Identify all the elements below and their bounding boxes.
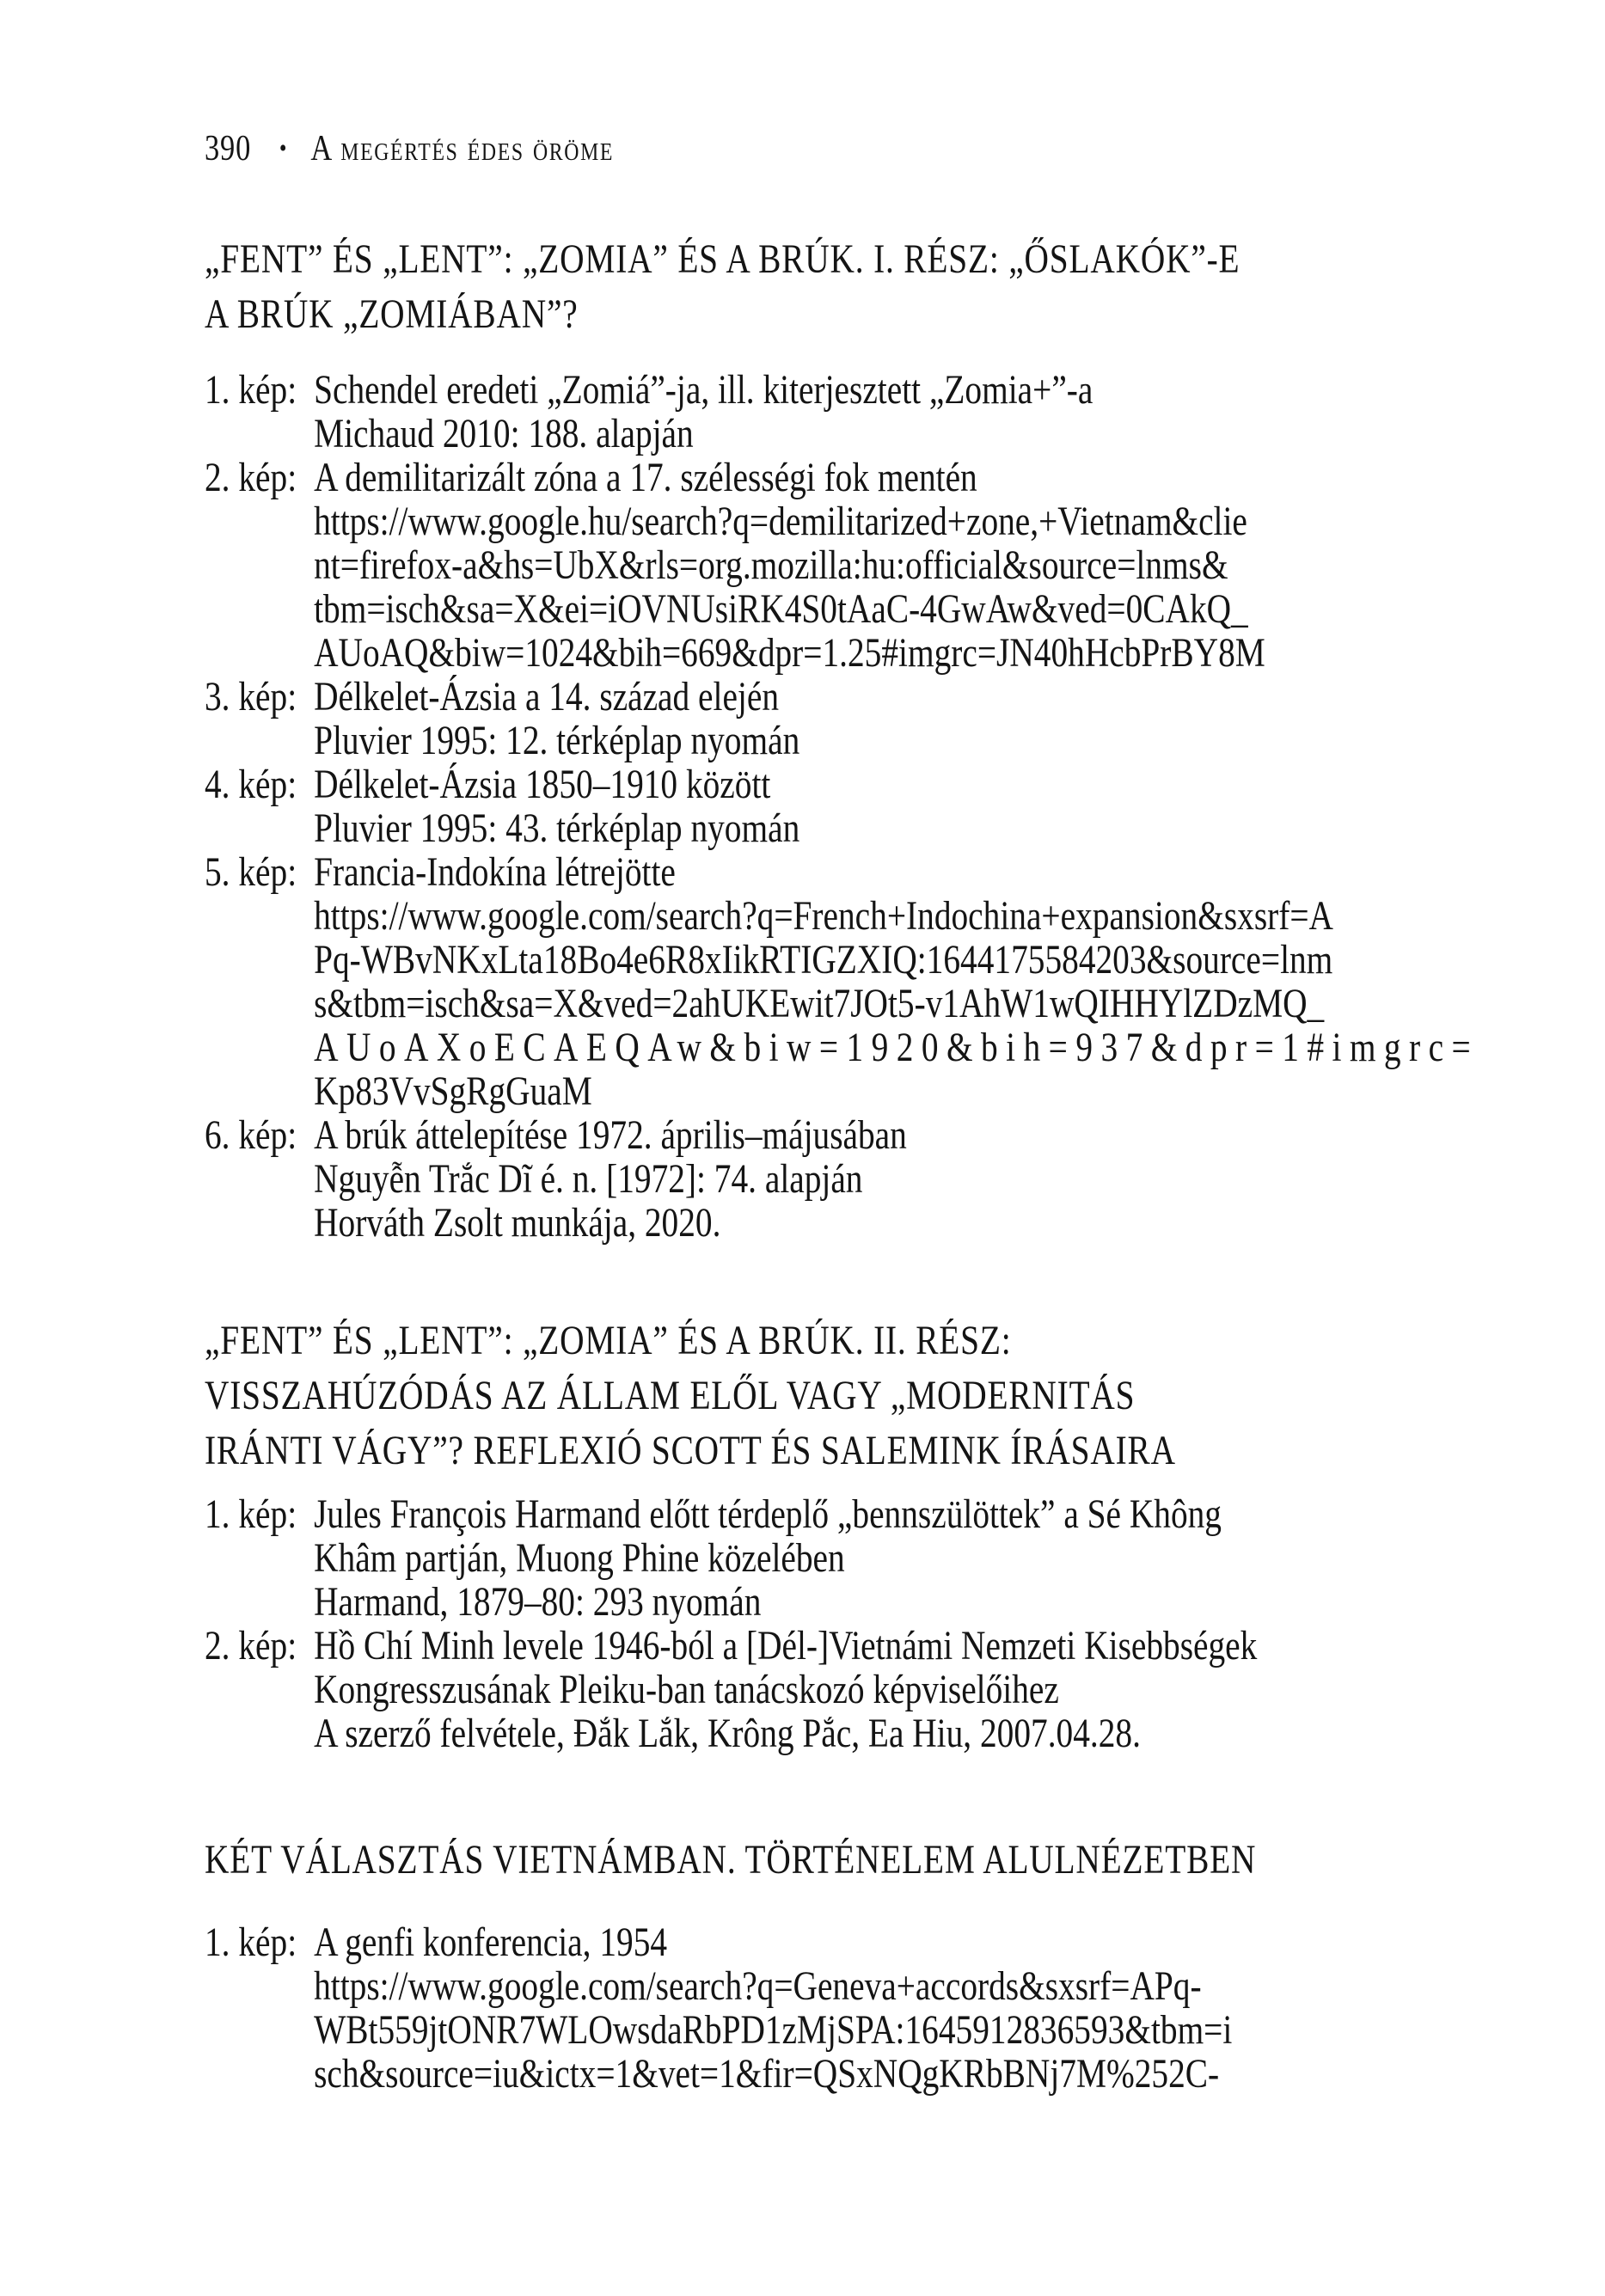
bullet-separator: • [279,134,287,162]
caption-item [205,762,1403,850]
section-1-heading [205,232,1403,342]
caption-line: Nguyễn Trắc Dĩ é. n. [1972]: 74. alapján [314,1156,863,1202]
section-3-heading [205,1833,1403,1888]
caption-line: Schendel eredeti „Zomiá”-ja, ill. kiterjesztett „Zomia+”-a [314,367,1093,413]
caption-line: Pluvier 1995: 43. térképlap nyomán [314,805,800,851]
caption-list [205,1920,1403,2096]
heading-line: IRÁNTI VÁGY”? REFLEXIÓ SCOTT ÉS SALEMINK ÍRÁSAIRA [205,1428,1176,1473]
heading-line: „FENT” ÉS „LENT”: „ZOMIA” ÉS A BRÚK. I. RÉSZ: „ŐSLAKÓK”-E [205,236,1241,282]
item-number: 5. kép: [205,849,297,895]
caption-item [205,675,1403,762]
page-number: 390 [205,129,252,168]
caption-item [205,1920,1403,2096]
caption-line: Horváth Zsolt munkája, 2020. [314,1200,721,1246]
caption-url-line: sch&source=iu&ictx=1&vet=1&fir=QSxNQgKRbBNj7M%252C- [314,2051,1220,2097]
caption-line: Harmand, 1879–80: 293 nyomán [314,1579,762,1625]
section-2 [205,1313,1403,1755]
caption-line: Jules François Harmand előtt térdeplő „bennszülöttek” a Sé Không [314,1491,1222,1537]
caption-line: Khâm partján, Muong Phine közelében [314,1535,845,1581]
heading-line: KÉT VÁLASZTÁS VIETNÁMBAN. TÖRTÉNELEM ALULNÉZETBEN [205,1837,1257,1883]
section-2-heading [205,1313,1403,1479]
caption-line: Hồ Chí Minh levele 1946-ból a [Dél-]Vietnámi Nemzeti Kisebbségek [314,1623,1258,1668]
section-3 [205,1833,1403,2096]
caption-url-line: https://www.google.com/search?q=Geneva+accords&sxsrf=APq- [314,1963,1202,2009]
caption-line: Pluvier 1995: 12. térképlap nyomán [314,718,800,763]
caption-line: Délkelet-Ázsia 1850–1910 között [314,762,771,807]
item-number: 1. kép: [205,1919,297,1965]
section-1 [205,232,1479,1246]
item-number: 2. kép: [205,455,297,500]
caption-url-line: nt=firefox-a&hs=UbX&rls=org.mozilla:hu:official&source=lnms& [314,542,1228,588]
caption-url-line: Kp83VvSgRgGuaM [314,1068,592,1114]
caption-url-line: https://www.google.com/search?q=French+Indochina+expansion&sxsrf=A [314,893,1333,939]
item-number: 4. kép: [205,762,297,807]
caption-url-line: AUoAXoECAEQAw&biw=1920&bih=937&dpr=1#imgrc= [314,1025,1479,1070]
caption-item [205,1492,1403,1624]
caption-url-line: https://www.google.hu/search?q=demilitarized+zone,+Vietnam&clie [314,499,1247,544]
caption-url-line: AUoAQ&biw=1024&bih=669&dpr=1.25#imgrc=JN40hHcbPrBY8M [314,630,1265,676]
caption-list [205,1492,1403,1755]
item-number: 3. kép: [205,674,297,719]
caption-item [205,849,1479,1114]
caption-item [205,368,1403,456]
caption-line: Kongresszusának Pleiku-ban tanácskozó képviselőihez [314,1667,1059,1712]
caption-item [205,1113,1403,1245]
item-number: 1. kép: [205,1491,297,1537]
heading-line: „FENT” ÉS „LENT”: „ZOMIA” ÉS A BRÚK. II. RÉSZ: [205,1318,1012,1363]
caption-url-line: Pq-WBvNKxLta18Bo4e6R8xIikRTIGZXIQ:1644175584203&source=lnm [314,937,1333,983]
caption-line: A demilitarizált zóna a 17. szélességi fok mentén [314,455,977,500]
item-number: 6. kép: [205,1112,297,1158]
caption-line: A szerző felvétele, Đắk Lắk, Krông Pắc, Ea Hiu, 2007.04.28. [314,1711,1141,1756]
caption-line: A brúk áttelepítése 1972. április–májusában [314,1112,907,1158]
heading-line: A BRÚK „ZOMIÁBAN”? [205,291,579,337]
item-number: 2. kép: [205,1623,297,1668]
running-head-title: A megértés édes öröme [310,129,615,168]
caption-line: Délkelet-Ázsia a 14. század elején [314,674,780,719]
item-number: 1. kép: [205,367,297,413]
heading-line: VISSZAHÚZÓDÁS AZ ÁLLAM ELŐL VAGY „MODERNITÁS [205,1373,1136,1418]
caption-list [205,367,1479,1246]
caption-item [205,456,1403,675]
caption-url-line: WBt559jtONR7WLOwsdaRbPD1zMjSPA:1645912836593&tbm=i [314,2007,1233,2053]
running-head [205,129,1403,172]
page-content [205,129,1479,2097]
caption-line: A genfi konferencia, 1954 [314,1919,668,1965]
caption-line: Michaud 2010: 188. alapján [314,411,694,456]
caption-item [205,1624,1403,1755]
caption-line: Francia-Indokína létrejötte [314,849,676,895]
caption-url-line: tbm=isch&sa=X&ei=iOVNUsiRK4S0tAaC-4GwAw&ved=0CAkQ_ [314,586,1248,632]
caption-url-line: s&tbm=isch&sa=X&ved=2ahUKEwit7JOt5-v1AhW1wQIHHYlZDzMQ_ [314,981,1325,1026]
